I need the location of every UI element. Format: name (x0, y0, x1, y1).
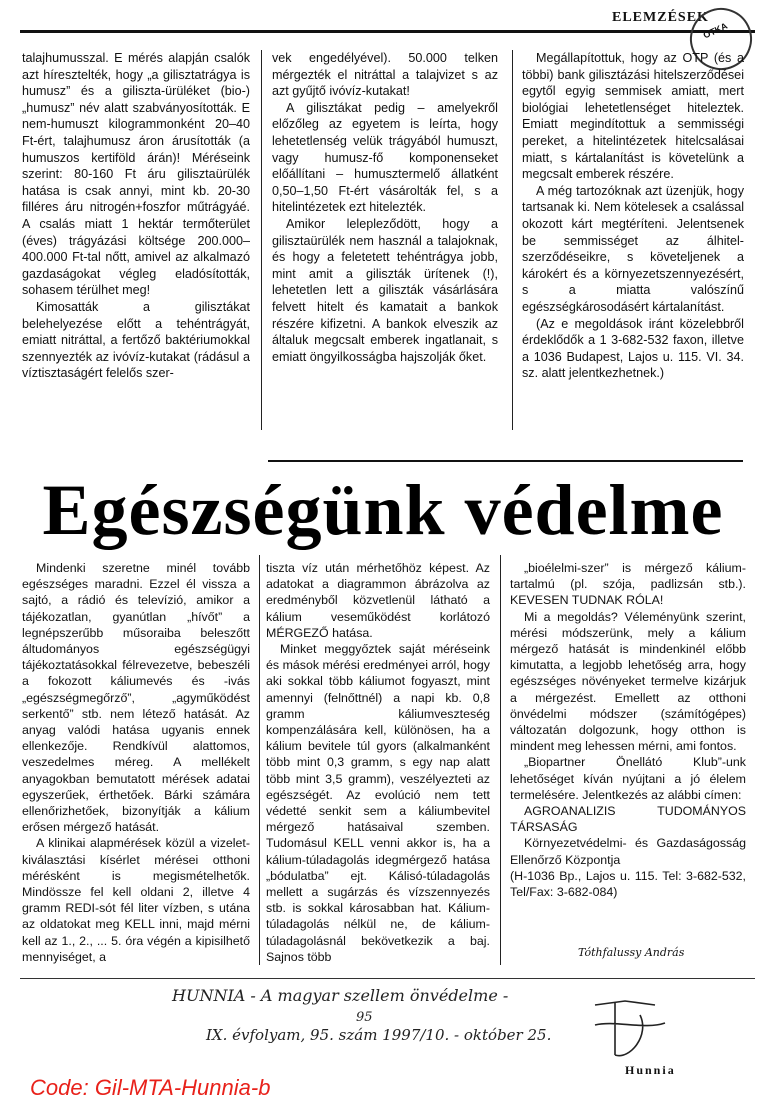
paragraph: Minket meggyőztek saját méréseink és mások mérési eredményei arról, hogy aki sokkal több káliumot fogyaszt, mint amennyi (felnőttnél) a napi kb. 0,8 gramm káliumveszteség kompenzálására kell, különösen, ha a kálium bevitele túl gyors (alkalmanként több mint 0,3 gramm, s egy nap alatt több mint 3,5 gramm), veszélyezteti az egészségét. Az evolúció nem tett védetté senkit sem a káliumbevitel mérgező hatásaival szemben. Tudomásul KELL venni akkor is, ha a kálium-túladagolás idegmérgező hatása „bódulatba” ejt. Kálisó-túladagolás mellett a sugárzás és vízszennyezés stb. is sokkal károsabban hat. Kálium-túladagolás nélkül ne, de kálium-túladagolásnál bekövetkezik a baj. Sajnos több (266, 642, 490, 964)
paragraph: Mi a megoldás? Véleményünk szerint, mérési módszerünk, mely a kálium mérgező hatását is mindenkinél előbb kimutatta, a legjobb lehetőség arra, hogy egészséges növényeket termelve kizárjuk a mérgezést. Emellett az otthoni önvédelmi módszer (számítógépes) változatán dolgozunk, hogy otthon is mindent meg lehessen mérni, ami fontos. (510, 609, 746, 754)
bottom-column-3 (510, 560, 746, 970)
paragraph: A klinikai alapmérések közül a vizelet-kiválasztási kísérlet mérései otthoni mérésként is megismételhetők. Mindössze fel kell oldani 2, illetve 4 gramm REDI-sót fél liter vízben, s utána az oldatokat meg KELL inni, majd mérni kell az 1., 2., ... 5. óra végén a kipisilhető mennyiséget, a (22, 836, 250, 964)
header-section-label: ELEMZÉSEK (612, 10, 709, 25)
paragraph: Amikor lelepleződött, hogy a gilisztaürülék nem használ a talajoknak, és hogy a feletetett tehéntrágya jobb, mint amit a giliszták ürítenek (!), lehetetlen lett a giliszták vásárlására felvett hitelt és kamatait a bankok részére kifizetni. A bankok elveszik az általuk megcsalt emberek ingatlanait, s emiatt öngyilkosságba hajszolják őket. (272, 216, 498, 364)
code-label: Code: Gil-MTA-Hunnia-b (30, 1075, 271, 1100)
contact-address: (H-1036 Bp., Lajos u. 115. Tel: 3-682-532, Tel/Fax: 3-682-084) (510, 868, 746, 900)
footer-logo: Hunnia (625, 1063, 676, 1077)
bottom-rule (20, 978, 755, 979)
paragraph: talajhumusszal. E mérés alapján csalók azt híresztelték, hogy „a gilisztatrágya is humusz” és a giliszta-ürüléket (bio-) „humusz” név alatt szabványosították. E nem-humuszt kilogrammonként 20–40 Ft-ért, talajhumusz áron árusították (a humuszos kertiföld árán)! Méréseink szerint: 80-160 Ft áru gilisztaürülék hatása is csak annyi, mint kb. 20-30 filléres áru nitrogén+foszfor műtrágyáé. A csalás miatt 1 hektár termőterület (éves) trágyázási költsége 200.000–400.000 Ft-tal nőtt, amivel az alkalmazó gazdaságokat végleg eladósították, sohasem térülhet meg! (22, 51, 250, 298)
column-divider (512, 50, 513, 430)
stamp-text: OTKA (701, 20, 729, 41)
handwritten-signature-mark (585, 995, 675, 1065)
section-rule (268, 460, 743, 462)
column-divider (500, 555, 501, 965)
paragraph: tiszta víz után mérhetőhöz képest. Az adatokat a diagrammon ábrázolva az eredményből közvetlenül látható a kálium veseműködést korlátozó MÉRGEZŐ hatása. (266, 561, 490, 640)
handwritten-source: HUNNIA - A magyar szellem önvédelme - (172, 986, 509, 1005)
paragraph: Megállapítottuk, hogy az OTP (és a többi) bank gilisztázási hitelszerződései egytől egyig semmisek amiatt, mert biológiai lehetetlenséget hiteleztek. Emiatt megindítottuk a semmisségi pereket, a hitelintézetek hitelcsalásai miatt, s kártalanítást is követelünk a megcsalt emberek részére. (522, 51, 744, 182)
top-column-2 (272, 50, 498, 432)
top-column-3 (522, 50, 744, 432)
author-signature: Tóthfalussy András (578, 946, 685, 959)
bottom-column-2 (266, 560, 490, 970)
bottom-column-1 (22, 560, 250, 970)
paragraph: „Biopartner Önellátó Klub”-unk lehetőséget kíván nyújtani a jó élelem termelésére. Jelentkezés az alábbi címen: (510, 755, 746, 802)
headline: Egészségünk védelme (42, 470, 724, 550)
column-divider (259, 555, 260, 965)
handwritten-issue-number: 95 (356, 1010, 373, 1025)
paragraph: „bioélelmi-szer” is mérgező kálium-tartalmú (pl. szója, padlizsán stb.). KEVESEN TUDNAK RÓLA! (510, 561, 746, 608)
paragraph: A gilisztákat pedig – amelyekről előzőleg az egyetem is leírta, hogy lehetetlenség velük trágyából humuszt, vagy humusz-fő komponenseket előállítani – humusztermelő állatként 0,50–1,50 Ft-ért vásárolták fel, s a hitelintézetek ezt hitelezték. (272, 100, 498, 215)
organization-name: AGROANALIZIS TUDOMÁNYOS TÁRSASÁG (510, 804, 746, 835)
handwritten-date: IX. évfolyam, 95. szám 1997/10. - október 25. (206, 1026, 552, 1044)
header-rule (20, 30, 755, 33)
paragraph: A még tartozóknak azt üzenjük, hogy tartsanak ki. Nem kötelesek a csalással okozott kárt megtéríteni. Jelentsenek be semmisséget az álhitel-szerződéseikre, s követeljenek a károkért és a környezetszennyezésért, s a miatta valószínű egészségkárosodásért kártalanítást. (522, 183, 744, 314)
paragraph: Mindenki szeretne minél tovább egészséges maradni. Ezzel él vissza a sajtó, a rádió és televízió, amikor a tájékozatlan, gyanútlan „hívőt” a legnépszerűbb műsoraiba beleszőtt áltudományos egészségügyi tájékoztatásokkal félrevezetve, bebeszéli a fokozott káliumevés és -ivás „egészségmegőrző”, „agyműködést serkentő” stb. nem létező hatását. Az anyag valódi hatása ugyanis ennek ellenkezője. Rendkívül alattomos, veszedelmes méreg. A mellékelt anyagokban bemutatott mérések adatai egyszerűek, érthetőek. Bárki számára ellenőrizhetőek, bizonyítják a kálium erősen mérgező hatását. (22, 561, 250, 835)
paragraph: vek engedélyével). 50.000 telken mérgezték el nitráttal a talajvizet s az azt gyűjtő ivóvíz-kutakat! (272, 51, 498, 99)
top-column-1 (22, 50, 250, 432)
column-divider (261, 50, 262, 430)
paragraph: (Az e megoldások iránt közelebbről érdeklődők a 1 3-682-532 faxon, illetve a 1036 Budapest, Lajos u. 115. VI. 34. sz. alatt jelentkezhetnek.) (522, 316, 744, 381)
paragraph: Kimosatták a gilisztákat belehelyezése előtt a tehéntrágyát, emiatt nitráttal, a fertőző baktériumokkal szennyezték az ivóvíz-kutakat (rádásul a víztisztaságért felelős szer- (22, 299, 250, 381)
organization-unit: Környezetvédelmi- és Gazdaságosság Ellenőrző Központja (510, 836, 746, 867)
